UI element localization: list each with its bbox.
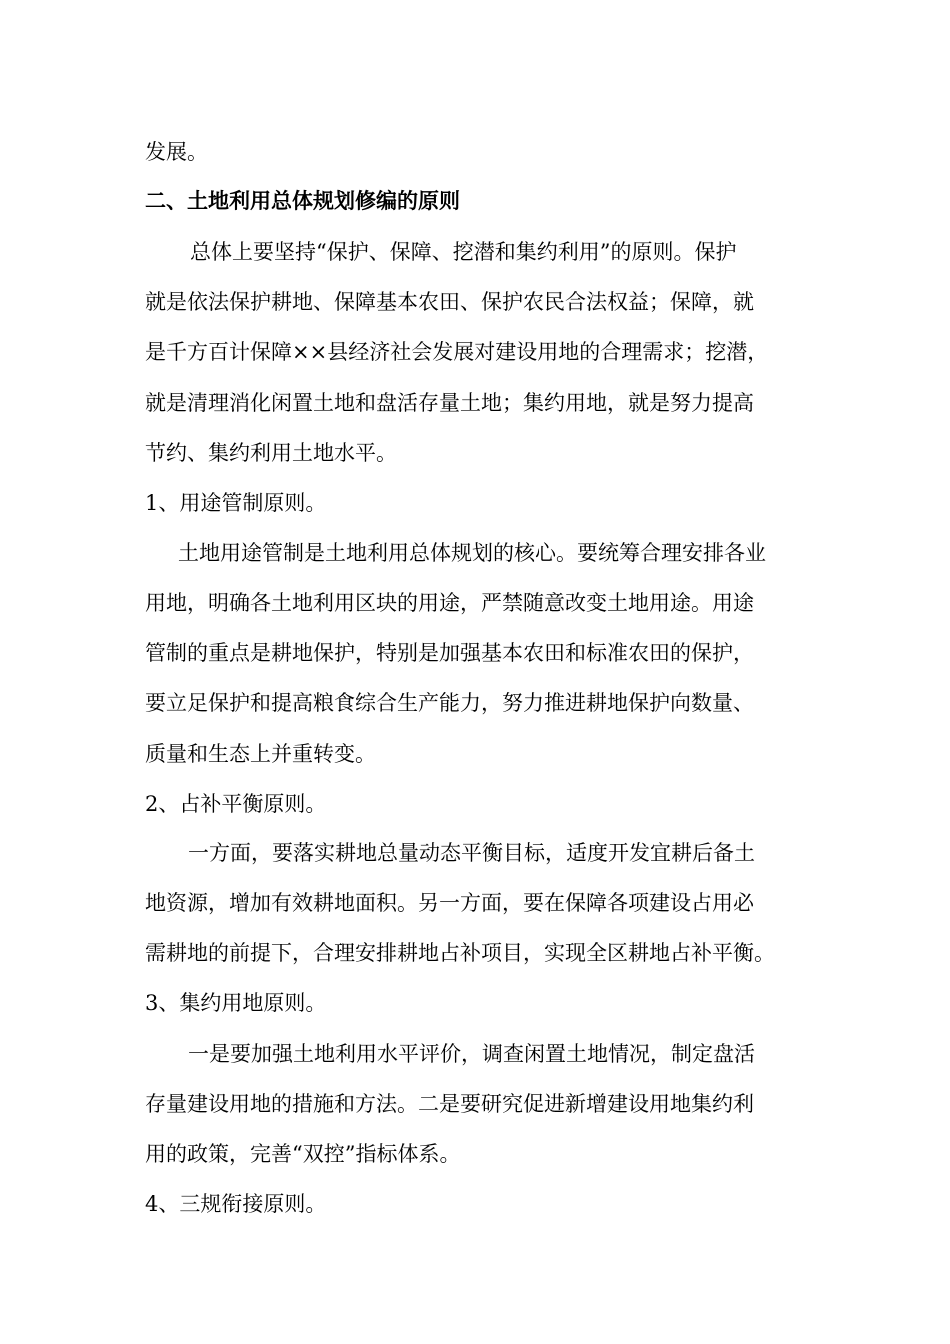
body-text-line: 用的政策，完善“双控”指标体系。: [145, 1142, 461, 1166]
body-text-line: 一是要加强土地利用水平评价，调查闲置土地情况，制定盘活: [188, 1042, 755, 1066]
body-text-line: 一方面，要落实耕地总量动态平衡目标，适度开发宜耕后备土: [188, 841, 755, 865]
body-text-line: 土地用途管制是土地利用总体规划的核心。要统筹合理安排各业: [178, 541, 766, 565]
body-text-line: 节约、集约利用土地水平。: [145, 441, 397, 465]
paragraph-continuation: 发展。: [145, 140, 208, 164]
body-text-line: 是千方百计保障××县经济社会发展对建设用地的合理需求；挖潜，: [145, 340, 769, 364]
body-text-line: 需耕地的前提下，合理安排耕地占补项目，实现全区耕地占补平衡。: [145, 941, 775, 965]
body-text-line: 质量和生态上并重转变。: [145, 742, 376, 766]
body-text-line: 管制的重点是耕地保护，特别是加强基本农田和标准农田的保护，: [145, 641, 754, 665]
section-heading: 二、土地利用总体规划修编的原则: [145, 189, 460, 213]
body-text-line: 存量建设用地的措施和方法。二是要研究促进新增建设用地集约利: [145, 1092, 754, 1116]
subsection-heading: 1、用途管制原则。: [145, 491, 327, 515]
body-text-line: 地资源，增加有效耕地面积。另一方面，要在保障各项建设占用必: [145, 891, 754, 915]
subsection-heading: 3、集约用地原则。: [145, 991, 327, 1015]
body-text-line: 要立足保护和提高粮食综合生产能力，努力推进耕地保护向数量、: [145, 691, 754, 715]
body-text-line: 就是清理消化闲置土地和盘活存量土地；集约用地，就是努力提高: [145, 391, 754, 415]
body-text-line: 用地，明确各土地利用区块的用途，严禁随意改变土地用途。用途: [145, 591, 754, 615]
body-text-line: 总体上要坚持“保护、保障、挖潜和集约利用”的原则。保护: [190, 240, 737, 264]
subsection-heading: 4、三规衔接原则。: [145, 1192, 327, 1216]
subsection-heading: 2、占补平衡原则。: [145, 792, 327, 816]
body-text-line: 就是依法保护耕地、保障基本农田、保护农民合法权益；保障，就: [145, 290, 754, 314]
